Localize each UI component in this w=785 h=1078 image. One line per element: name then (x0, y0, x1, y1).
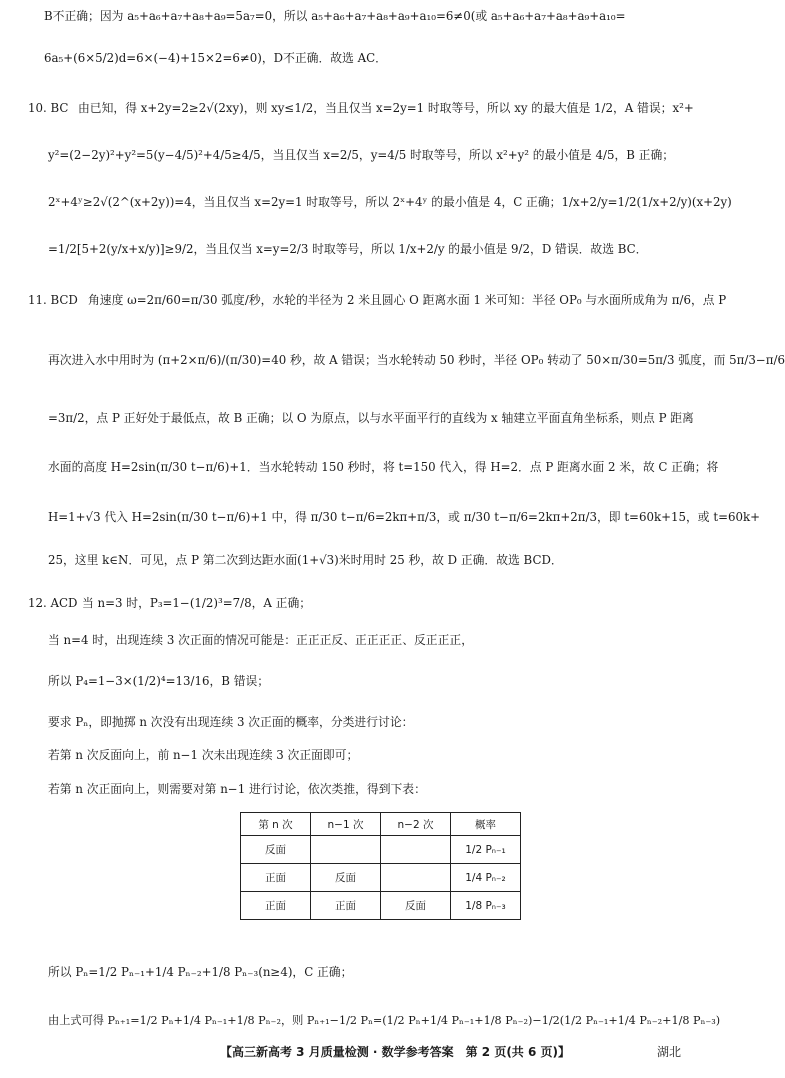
probability-table (240, 812, 521, 920)
question-number: 10. BC (28, 101, 69, 115)
table-cell (311, 836, 381, 864)
text-line: 2ˣ+4ʸ≥2√(2^(x+2y))=4，当且仅当 x=2y=1 时取等号，所以 2ˣ+4ʸ 的最小值是 4，C 正确；1/x+2/y=1/2(1/x+2/y)(x+2y) (48, 195, 732, 209)
text-line: 由已知，得 x+2y=2≥2√(2xy)，则 xy≤1/2，当且仅当 x=2y=1 时取等号，所以 xy 的最大值是 1/2，A 错误；x²+ (78, 101, 694, 115)
text-line: B不正确；因为 a₅+a₆+a₇+a₈+a₉=5a₇=0，所以 a₅+a₆+a₇+a₈+a₉+a₁₀=6≠0(或 a₅+a₆+a₇+a₈+a₉+a₁₀= (44, 9, 626, 23)
table-row (241, 892, 521, 920)
text-line: =1/2[5+2(y/x+x/y)]≥9/2，当且仅当 x=y=2/3 时取等号，所以 1/x+2/y 的最小值是 9/2，D 错误．故选 BC． (48, 242, 648, 256)
text-line: H=1+√3 代入 H=2sin(π/30 t−π/6)+1 中，得 π/30 t−π/6=2kπ+π/3，或 π/30 t−π/6=2kπ+2π/3，即 t=60k+15，或 t=60k+ (48, 510, 761, 524)
table-header-cell: n−1 次 (311, 813, 381, 836)
table-cell: 1/8 Pₙ₋₃ (451, 892, 521, 920)
table-header-row (241, 813, 521, 836)
footer-region: 湖北 (657, 1045, 682, 1059)
text-line: 当 n=4 时，出现连续 3 次正面的情况可能是：正正正反、正正正正、反正正正， (48, 633, 473, 647)
table-header-cell: 概率 (451, 813, 521, 836)
text-line: 由上式可得 Pₙ₊₁=1/2 Pₙ+1/4 Pₙ₋₁+1/8 Pₙ₋₂，则 Pₙ₊₁−1/2 Pₙ=(1/2 Pₙ+1/4 Pₙ₋₁+1/8 Pₙ₋₂)−1/2(1/2 Pₙ₋₁+1/4 Pₙ₋₂+1/8 Pₙ₋₃) (48, 1014, 721, 1027)
footer-title: 【高三新高考 3 月质量检测 · 数学参考答案 第 2 页(共 6 页)】 (220, 1045, 571, 1059)
text-line: 若第 n 次反面向上，前 n−1 次未出现连续 3 次正面即可； (48, 748, 359, 762)
table-cell: 1/2 Pₙ₋₁ (451, 836, 521, 864)
table-cell: 正面 (241, 892, 311, 920)
text-line: 当 n=3 时，P₃=1−(1/2)³=7/8，A 正确； (82, 596, 312, 610)
text-line: 6a₅+(6×5/2)d=6×(−4)+15×2=6≠0)，D不正确．故选 AC． (44, 51, 387, 65)
table-header-cell: n−2 次 (381, 813, 451, 836)
text-line: 所以 P₄=1−3×(1/2)⁴=13/16，B 错误； (48, 674, 270, 688)
table-cell (381, 836, 451, 864)
text-line: 水面的高度 H=2sin(π/30 t−π/6)+1．当水轮转动 150 秒时，将 t=150 代入，得 H=2．点 P 距离水面 2 米，故 C 正确；将 (48, 460, 719, 474)
table-row (241, 864, 521, 892)
table-cell (381, 864, 451, 892)
text-line: 25，这里 k∈N．可见，点 P 第二次到达距水面(1+√3)米时用时 25 秒，故 D 正确．故选 BCD． (48, 553, 563, 567)
text-line: 若第 n 次正面向上，则需要对第 n−1 进行讨论，依次类推，得到下表： (48, 782, 426, 796)
table-cell: 反面 (381, 892, 451, 920)
text-line: y²=(2−2y)²+y²=5(y−4/5)²+4/5≥4/5，当且仅当 x=2/5，y=4/5 时取等号，所以 x²+y² 的最小值是 4/5，B 正确； (48, 148, 675, 162)
text-line: =3π/2，点 P 正好处于最低点，故 B 正确；以 O 为原点，以与水平面平行的直线为 x 轴建立平面直角坐标系，则点 P 距离 (48, 411, 694, 425)
text-line: 要求 Pₙ，即抛掷 n 次没有出现连续 3 次正面的概率，分类进行讨论： (48, 715, 414, 729)
table-cell: 1/4 Pₙ₋₂ (451, 864, 521, 892)
text-line: 再次进入水中用时为 (π+2×π/6)/(π/30)=40 秒，故 A 错误；当水轮转动 50 秒时，半径 OP₀ 转动了 50×π/30=5π/3 弧度，而 5π/3−π/6 (48, 353, 785, 367)
question-number: 11. BCD (28, 293, 78, 307)
table-cell: 反面 (311, 864, 381, 892)
table-row (241, 836, 521, 864)
text-line: 所以 Pₙ=1/2 Pₙ₋₁+1/4 Pₙ₋₂+1/8 Pₙ₋₃(n≥4)，C 正确； (48, 965, 353, 979)
table-cell: 反面 (241, 836, 311, 864)
question-number: 12. ACD (28, 596, 78, 610)
table-cell: 正面 (311, 892, 381, 920)
text-line: 角速度 ω=2π/60=π/30 弧度/秒，水轮的半径为 2 米且圆心 O 距离水面 1 米可知：半径 OP₀ 与水面所成角为 π/6，点 P (88, 293, 727, 307)
table-header-cell: 第 n 次 (241, 813, 311, 836)
table-cell: 正面 (241, 864, 311, 892)
